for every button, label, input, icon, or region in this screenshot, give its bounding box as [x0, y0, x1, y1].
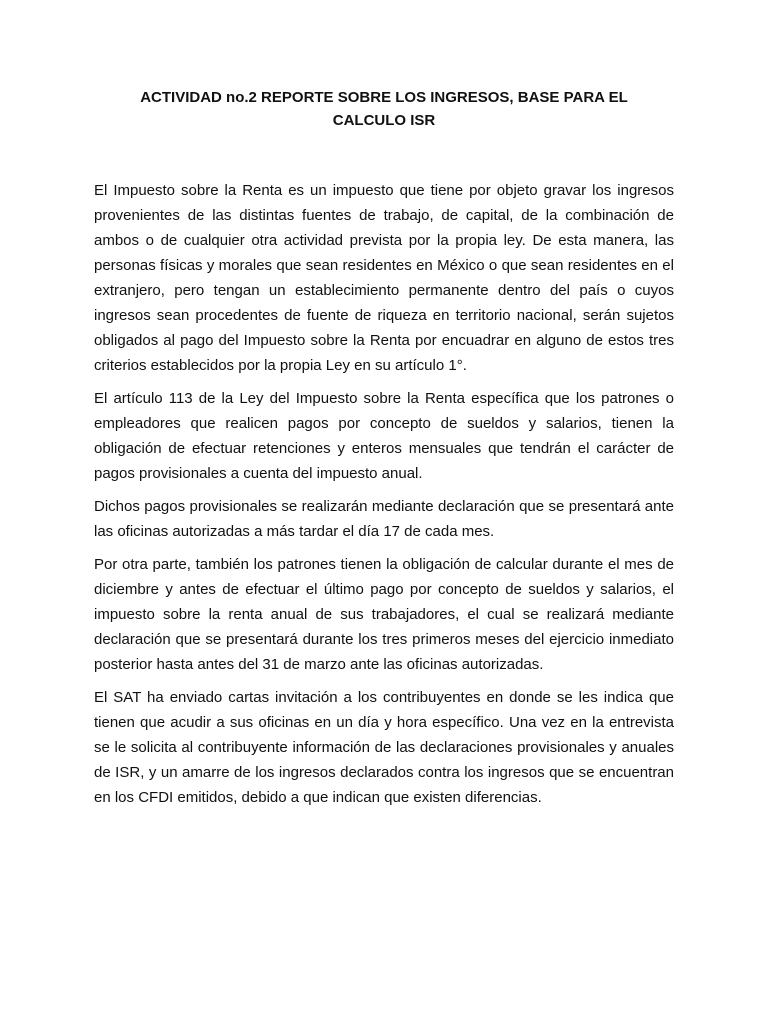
paragraph-1: El Impuesto sobre la Renta es un impuesto que tiene por objeto gravar los ingresos provenientes de las distintas fuentes de trabajo, de capital, de la combinación de ambos o de cualquier otra actividad prevista por la propia ley. De esta manera, las personas físicas y morales que sean residentes en México o que sean residentes en el extranjero, pero tengan un establecimiento permanente dentro del país o cuyos ingresos sean procedentes de fuente de riqueza en territorio nacional, serán sujetos obligados al pago del Impuesto sobre la Renta por encuadrar en alguno de estos tres criterios establecidos por la propia Ley en su artículo 1°.: [94, 182, 674, 374]
paragraph-3: Dichos pagos provisionales se realizarán mediante declaración que se presentará ante las oficinas autorizadas a más tardar el día 17 de cada mes.: [94, 498, 674, 540]
paragraph-5: El SAT ha enviado cartas invitación a los contribuyentes en donde se les indica que tienen que acudir a sus oficinas en un día y hora específico. Una vez en la entrevista se le solicita al contribuyente información de las declaraciones provisionales y anuales de ISR, y un amarre de los ingresos declarados contra los ingresos que se encuentran en los CFDI emitidos, debido a que indican que existen diferencias.: [94, 689, 674, 806]
document-body: [94, 178, 674, 818]
page-title: [94, 86, 674, 132]
title-line-1: ACTIVIDAD no.2 REPORTE SOBRE LOS INGRESOS, BASE PARA EL: [140, 89, 628, 106]
paragraph-2: El artículo 113 de la Ley del Impuesto sobre la Renta específica que los patrones o empleadores que realicen pagos por concepto de sueldos y salarios, tienen la obligación de efectuar retenciones y enteros mensuales que tendrán el carácter de pagos provisionales a cuenta del impuesto anual.: [94, 390, 674, 482]
paragraph-4: Por otra parte, también los patrones tienen la obligación de calcular durante el mes de diciembre y antes de efectuar el último pago por concepto de sueldos y salarios, el impuesto sobre la renta anual de sus trabajadores, el cual se realizará mediante declaración que se presentará durante los tres primeros meses del ejercicio inmediato posterior hasta antes del 31 de marzo ante las oficinas autorizadas.: [94, 556, 674, 673]
title-line-2: CALCULO ISR: [332, 112, 436, 129]
